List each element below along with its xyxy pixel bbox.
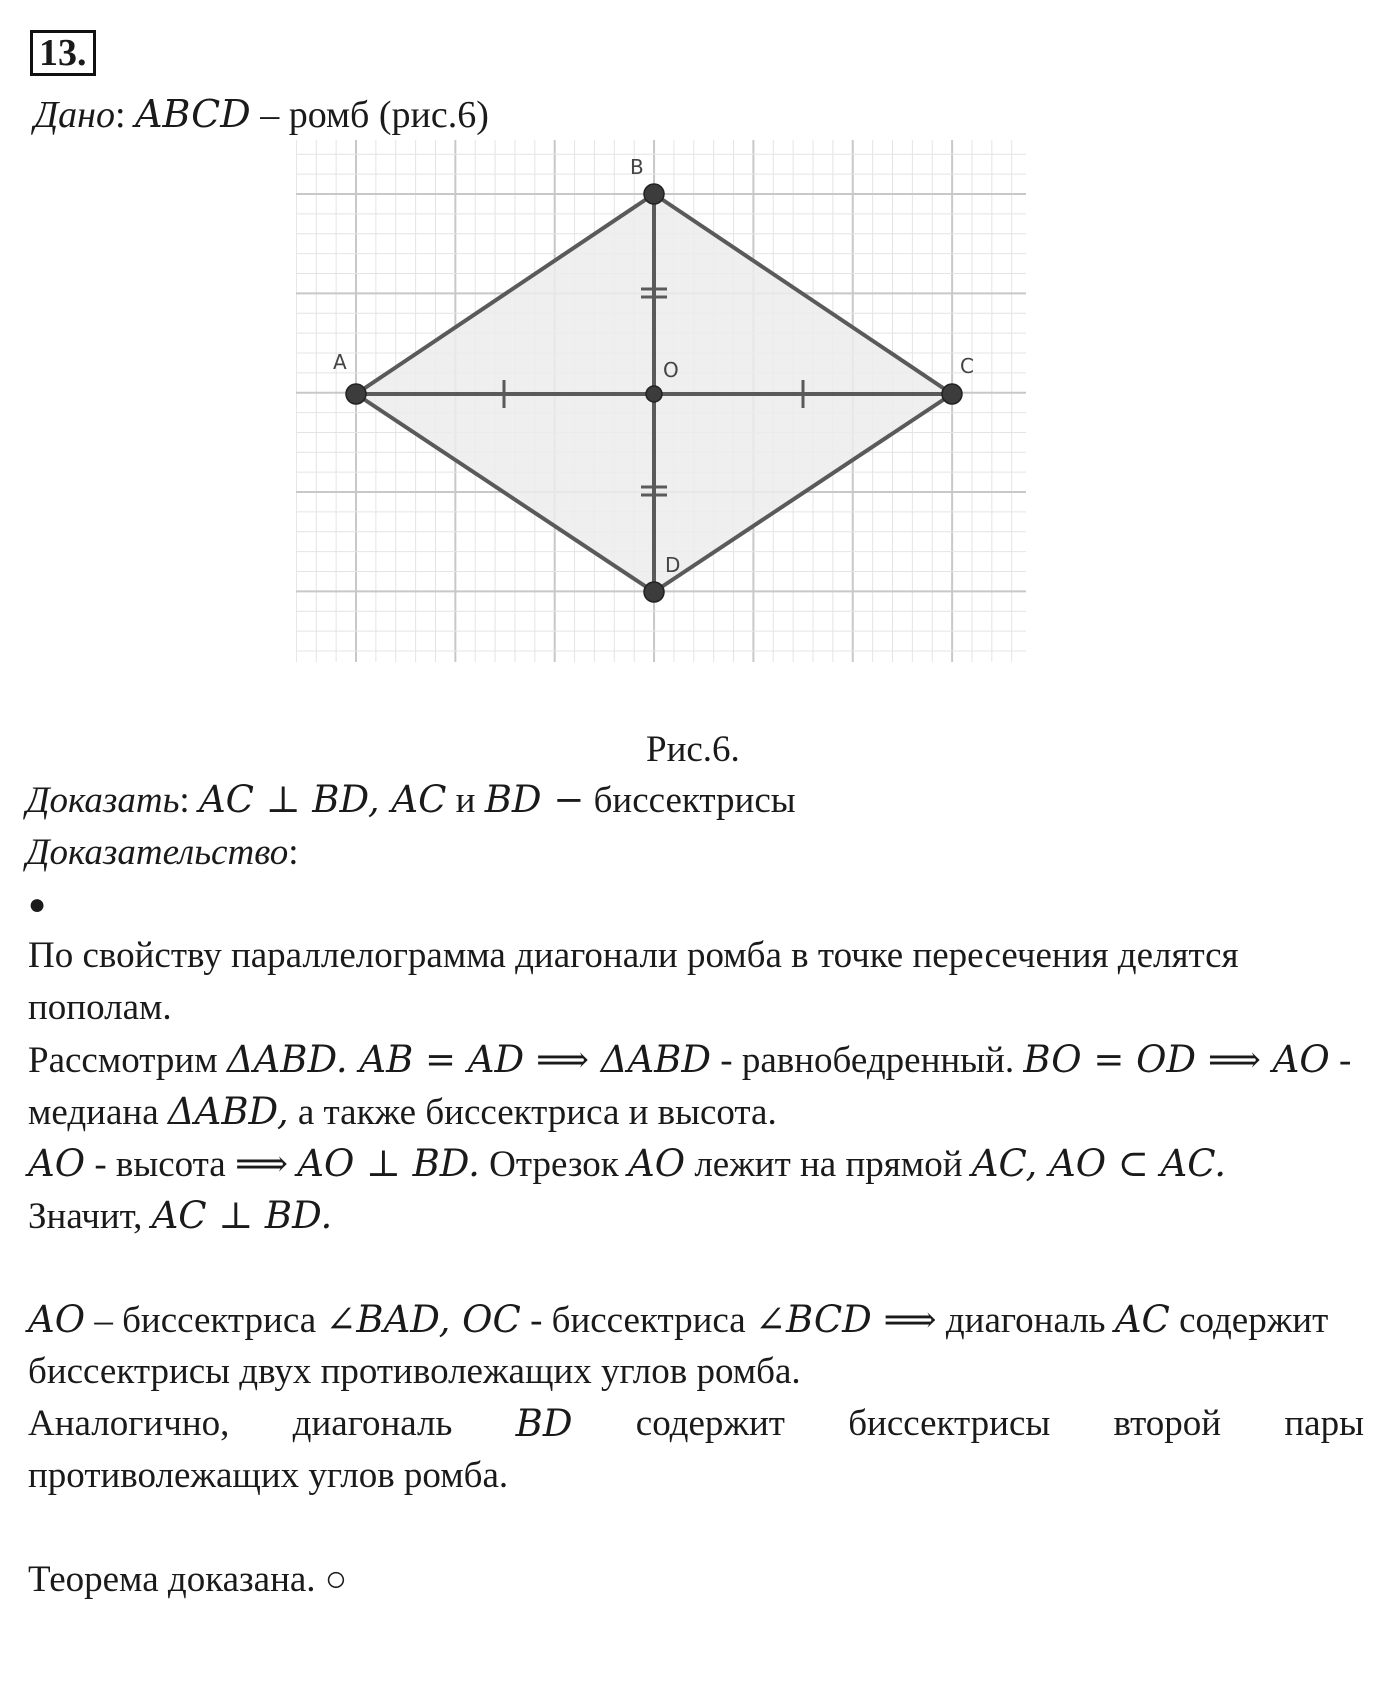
text: лежит на прямой: [685, 1144, 972, 1185]
text: а также биссектриса и высота.: [288, 1092, 777, 1133]
figure-caption: Рис.6.: [646, 729, 740, 770]
formula: AO: [28, 1298, 86, 1341]
given-object: ABCD: [135, 92, 251, 136]
text: – биссектриса: [85, 1300, 326, 1341]
conclusion: Теорема доказана. ○: [28, 1559, 348, 1600]
formula: ∠BCD ⟹: [754, 1298, 937, 1341]
label-c: C: [960, 354, 974, 378]
formula: AO ⊥ BD.: [297, 1142, 480, 1185]
paragraph-3: [28, 1084, 777, 1141]
word: пары: [1284, 1403, 1364, 1444]
text: Рассмотрим: [28, 1040, 227, 1081]
rhombus-figure: [296, 140, 1046, 680]
word: биссектрисы: [848, 1403, 1051, 1444]
proof-label: Доказательство: [26, 832, 289, 873]
prove-statement-2: BD −: [484, 778, 585, 821]
text: Отрезок: [479, 1144, 628, 1185]
formula: AC, AO ⊂ AC.: [971, 1142, 1227, 1185]
prove-and: и: [446, 780, 485, 821]
given-rest: – ромб (рис.6): [250, 94, 489, 136]
proof-colon: :: [288, 832, 299, 873]
prove-colon: :: [179, 780, 190, 821]
label-b: B: [630, 155, 644, 179]
point-o: [646, 386, 662, 402]
label-a: A: [333, 350, 347, 374]
prove-rest: биссектрисы: [584, 780, 796, 821]
text: - равнобедренный.: [711, 1040, 1024, 1081]
paragraph-8: [28, 1396, 1364, 1452]
formula: ∠BAD, OC: [325, 1298, 521, 1341]
paragraph-4: [28, 1136, 1226, 1193]
label-d: D: [665, 553, 681, 577]
point-d: [644, 582, 664, 602]
text: - высота ⟹: [85, 1144, 298, 1185]
text: медиана: [28, 1092, 168, 1133]
given-label: Дано: [34, 94, 116, 136]
text: -: [1329, 1040, 1352, 1081]
prove-label: Доказать: [26, 780, 180, 821]
paragraph-1-line-2: пополам.: [28, 987, 172, 1028]
text: диагональ: [936, 1300, 1115, 1341]
prove-statement-1: AC ⊥ BD, AC: [198, 778, 447, 821]
paragraph-6: [28, 1292, 1328, 1349]
given-line: [34, 86, 489, 143]
formula: ΔABD,: [167, 1090, 289, 1133]
formula: BD: [515, 1402, 573, 1445]
prove-line: [26, 772, 796, 829]
word: Аналогично,: [28, 1403, 230, 1444]
bullet: ●: [28, 888, 47, 921]
paragraph-5: [28, 1188, 332, 1245]
formula: AO: [628, 1142, 686, 1185]
word: второй: [1113, 1403, 1222, 1444]
point-c: [942, 384, 962, 404]
formula: AO: [28, 1142, 86, 1185]
formula: BO = OD ⟹ AO: [1023, 1038, 1330, 1081]
paragraph-9: противолежащих углов ромба.: [28, 1455, 509, 1496]
paragraph-1-line-1: По свойству параллелограмма диагонали ромба в точке пересечения делятся: [28, 935, 1239, 976]
proof-heading: [26, 825, 299, 881]
text: содержит: [1169, 1300, 1329, 1341]
text: - биссектриса: [520, 1300, 755, 1341]
paragraph-7: биссектрисы двух противолежащих углов ромба.: [28, 1351, 801, 1392]
formula: AC ⊥ BD.: [151, 1194, 333, 1237]
word: содержит: [635, 1403, 785, 1444]
text: Значит,: [28, 1196, 152, 1237]
point-a: [346, 384, 366, 404]
point-b: [644, 184, 664, 204]
formula: ΔABD. AB = AD ⟹ ΔABD: [226, 1038, 712, 1081]
task-number: 13.: [30, 30, 96, 76]
word: диагональ: [292, 1403, 453, 1444]
paragraph-2: [28, 1032, 1351, 1089]
label-o: O: [663, 358, 679, 382]
formula: AC: [1114, 1298, 1170, 1341]
given-colon: :: [115, 94, 126, 136]
